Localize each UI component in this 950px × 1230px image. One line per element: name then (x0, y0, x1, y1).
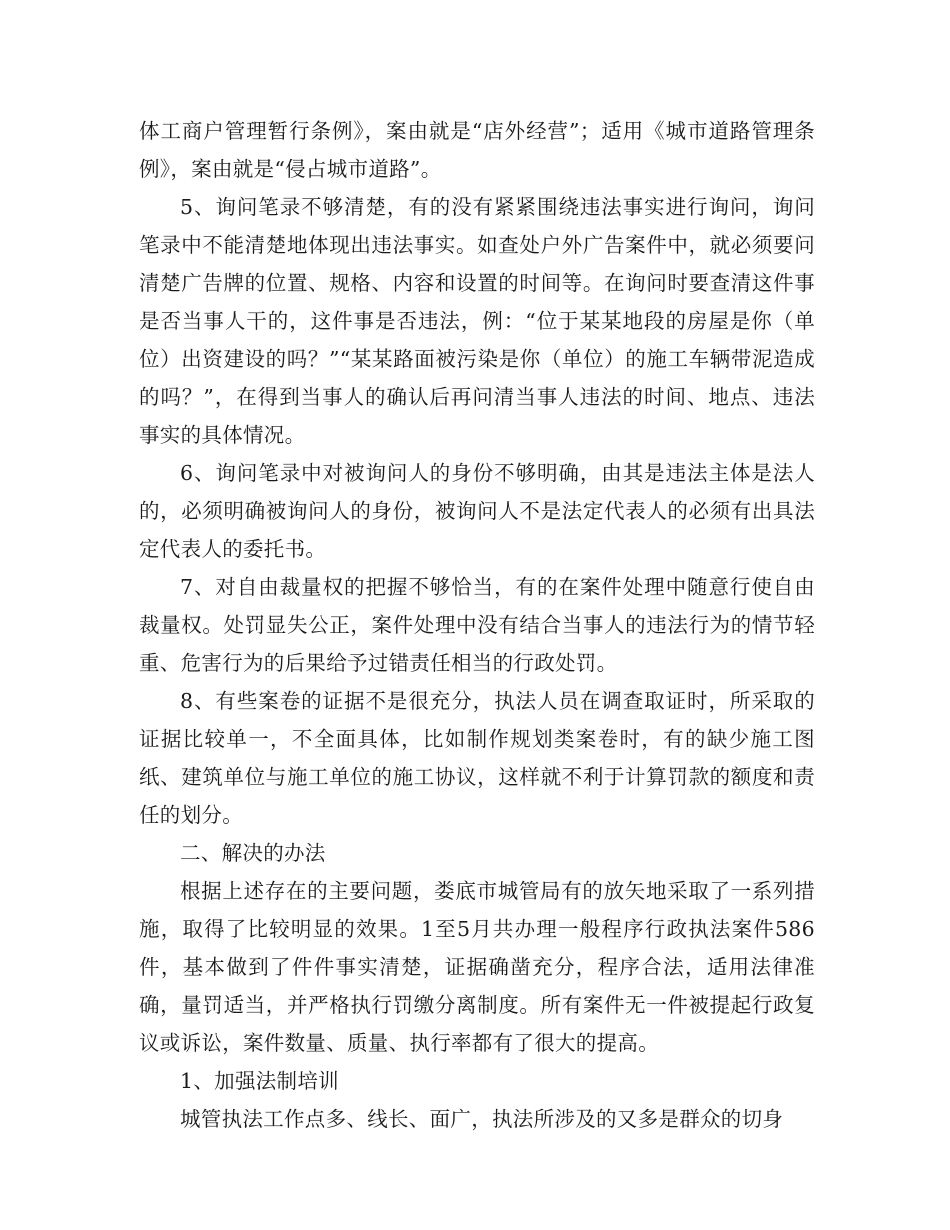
section-heading-solutions: 二、解决的办法 (180, 841, 326, 865)
paragraph-item-6: 6、询问笔录中对被询问人的身份不够明确，由其是违法主体是法人的，必须明确被询问人的身份，被询问人不是法定代表人的必须有出具法定代表人的委托书。 (139, 461, 815, 561)
paragraph-continuation: 体工商户管理暂行条例》，案由就是“店外经营”；适用《城市道路管理条例》，案由就是“侵占城市道路”。 (139, 119, 815, 181)
paragraph-solutions-intro: 根据上述存在的主要问题，娄底市城管局有的放矢地采取了一系列措施，取得了比较明显的效果。1至5月共办理一般程序行政执法案件586件，基本做到了件件事实清楚，证据确凿充分，程序合法，适用法律准确，量罚适当，并严格执行罚缴分离制度。所有案件无一件被提起行政复议或诉讼，案件数量、质量、执行率都有了很大的提高。 (139, 879, 815, 1055)
paragraph-item-8: 8、有些案卷的证据不是很充分，执法人员在调查取证时，所采取的证据比较单一，不全面具体，比如制作规划类案卷时，有的缺少施工图纸、建筑单位与施工单位的施工协议，这样就不利于计算罚款的额度和责任的划分。 (139, 689, 815, 827)
subheading-legal-training: 1、加强法制培训 (180, 1069, 339, 1093)
paragraph-item-5: 5、询问笔录不够清楚，有的没有紧紧围绕违法事实进行询问，询问笔录中不能清楚地体现出违法事实。如查处户外广告案件中，就必须要问清楚广告牌的位置、规格、内容和设置的时间等。在询问时要查清这件事是否当事人干的，这件事是否违法，例：“位于某某地段的房屋是你（单位）出资建设的吗？”“某某路面被污染是你（单位）的施工车辆带泥造成的吗？”，在得到当事人的确认后再问清当事人违法的时间、地点、违法事实的具体情况。 (139, 195, 815, 447)
document-body (139, 112, 815, 1138)
paragraph-item-7: 7、对自由裁量权的把握不够恰当，有的在案件处理中随意行使自由裁量权。处罚显失公正，案件处理中没有结合当事人的违法行为的情节轻重、危害行为的后果给予过错责任相当的行政处罚。 (139, 575, 815, 675)
paragraph-training-start: 城管执法工作点多、线长、面广，执法所涉及的又多是群众的切身 (180, 1107, 784, 1131)
